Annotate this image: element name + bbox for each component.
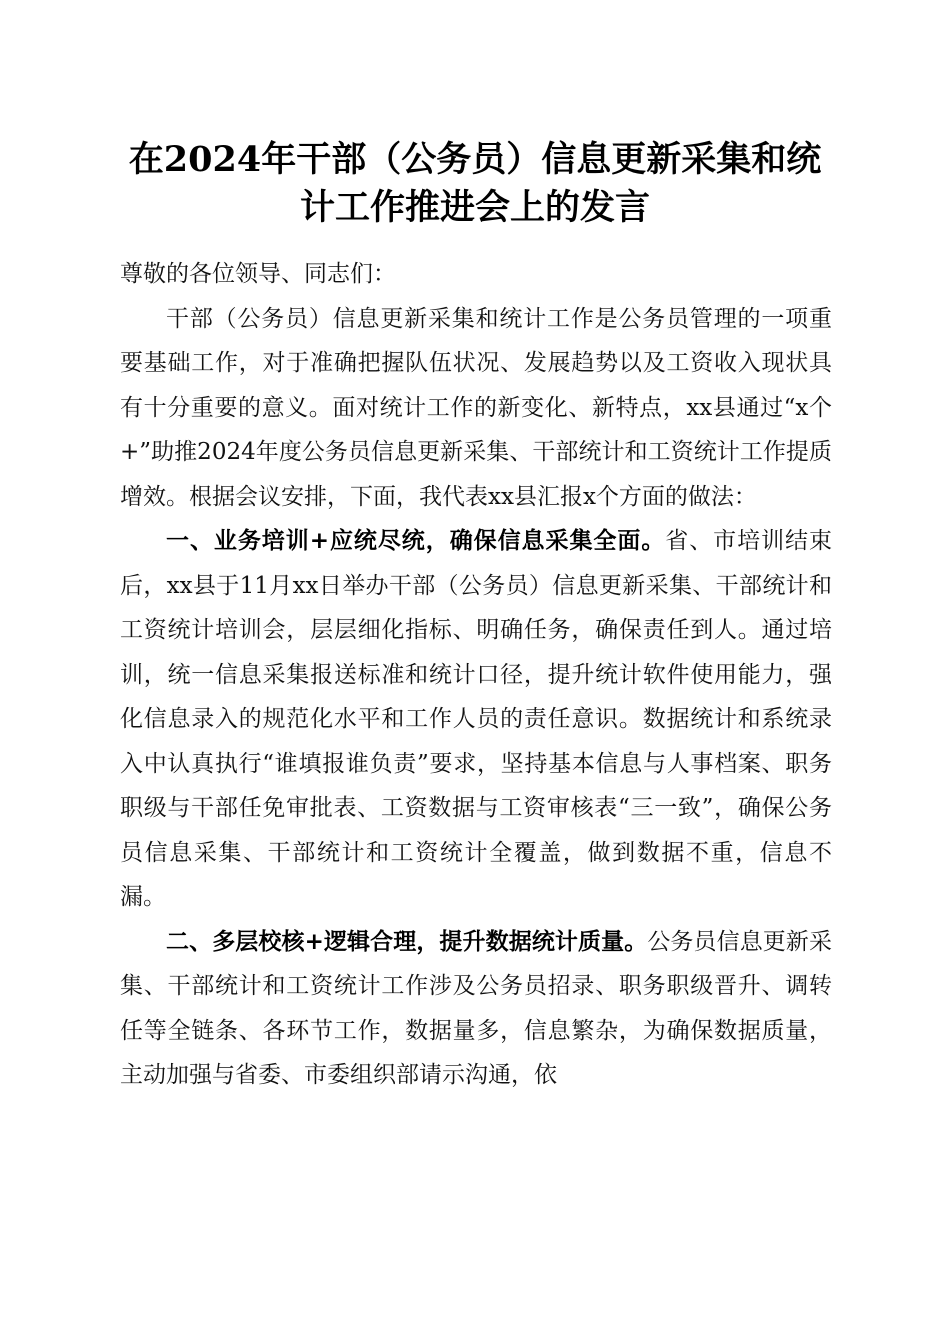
- intro-paragraph: 干部（公务员）信息更新采集和统计工作是公务员管理的一项重要基础工作，对于准确把握队伍状况、发展趋势以及工资收入现状具有十分重要的意义。面对统计工作的新变化、新特点，xx县通过“x个+”助推2024年度公务员信息更新采集、干部统计和工资统计工作提质增效。根据会议安排，下面，我代表xx县汇报x个方面的做法：: [120, 305, 832, 510]
- section-2-text: 公务员信息更新采集、干部统计和工资统计工作涉及公务员招录、职务职级晋升、调转任等全链条、各环节工作，数据量多，信息繁杂，为确保数据质量，主动加强与省委、市委组织部请示沟通，依: [120, 928, 832, 1088]
- title-line-2: 计工作推进会上的发言: [299, 187, 650, 228]
- section-2-paragraph: [120, 920, 832, 1098]
- section-1-text: 省、市培训结束后，xx县于11月xx日举办干部（公务员）信息更新采集、干部统计和工资统计培训会，层层细化指标、明确任务，确保责任到人。通过培训，统一信息采集报送标准和统计口径，提升统计软件使用能力，强化信息录入的规范化水平和工作人员的责任意识。数据统计和系统录入中认真执行“谁填报谁负责”要求，坚持基本信息与人事档案、职务职级与干部任免审批表、工资数据与工资审核表“三一致”，确保公务员信息采集、干部统计和工资统计全覆盖，做到数据不重，信息不漏。: [120, 528, 832, 910]
- section-1-heading: 一、业务培训+应统尽统，确保信息采集全面。: [166, 528, 666, 554]
- section-2-heading: 二、多层校核+逻辑合理，提升数据统计质量。: [166, 928, 648, 955]
- document-title: [110, 136, 840, 232]
- section-1-paragraph: [120, 519, 832, 920]
- salutation: 尊敬的各位领导、同志们：: [120, 261, 396, 287]
- title-line-1: 在2024年干部（公务员）信息更新采集和统: [128, 139, 822, 180]
- document-body: [120, 252, 832, 1098]
